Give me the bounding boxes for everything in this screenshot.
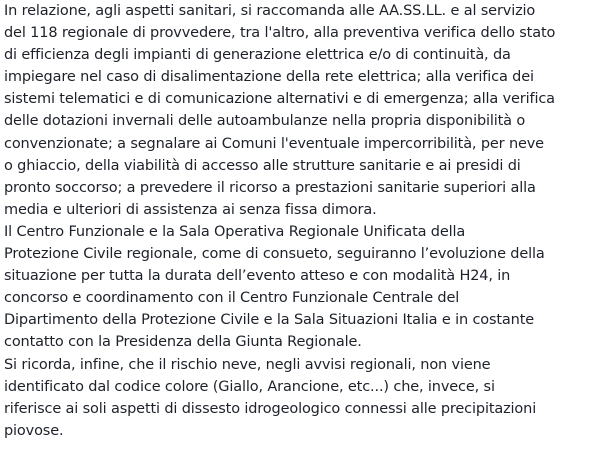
text-line: concorso e coordinamento con il Centro Funzionale Centrale del — [4, 290, 460, 307]
text-line: media e ulteriori di assistenza ai senza fissa dimora. — [4, 201, 377, 218]
text-line: Si ricorda, infine, che il rischio neve, negli avvisi regionali, non viene — [4, 356, 491, 373]
text-line: impiegare nel caso di disalimentazione della rete elettrica; alla verifica dei — [4, 69, 534, 86]
text-line: Protezione Civile regionale, come di consueto, seguiranno l’evoluzione della — [4, 246, 545, 263]
paragraph-civil-protection — [4, 221, 596, 354]
text-line: sistemi telematici e di comunicazione alternativi e di emergenza; alla verifica — [4, 91, 555, 108]
text-line: identificato dal codice colore (Giallo, Arancione, etc...) che, invece, si — [4, 378, 495, 395]
paragraph-health-aspects — [4, 0, 596, 221]
text-line: pronto soccorso; a prevedere il ricorso a prestazioni sanitarie superiori alla — [4, 179, 536, 196]
text-line: In relazione, agli aspetti sanitari, si raccomanda alle AA.SS.LL. e al servizio — [4, 3, 536, 19]
text-line: Dipartimento della Protezione Civile e la Sala Situazioni Italia e in costante — [4, 312, 535, 329]
text-line: riferisce ai soli aspetti di dissesto idrogeologico connessi alle precipitazioni — [4, 400, 537, 417]
text-line: o ghiaccio, della viabilità di accesso alle strutture sanitarie e ai presidi di — [4, 157, 521, 174]
paragraph-snow-risk — [4, 354, 596, 442]
text-line: convenzionate; a segnalare ai Comuni l'eventuale impercorribilità, per neve — [4, 135, 544, 152]
text-line: Il Centro Funzionale e la Sala Operativa Regionale Unificata della — [4, 223, 466, 240]
text-line: di efficienza degli impianti di generazione elettrica e/o di continuità, da — [4, 47, 511, 64]
document-body — [4, 0, 596, 454]
text-line: situazione per tutta la durata dell’evento atteso e con modalità H24, in — [4, 268, 511, 285]
text-line: del 118 regionale di provvedere, tra l'altro, alla preventiva verifica dello stato — [4, 25, 556, 42]
text-line: piovose. — [4, 422, 64, 439]
text-line: contatto con la Presidenza della Giunta Regionale. — [4, 334, 362, 351]
text-line: delle dotazioni invernali delle autoambulanze nella propria disponibilità o — [4, 113, 526, 130]
